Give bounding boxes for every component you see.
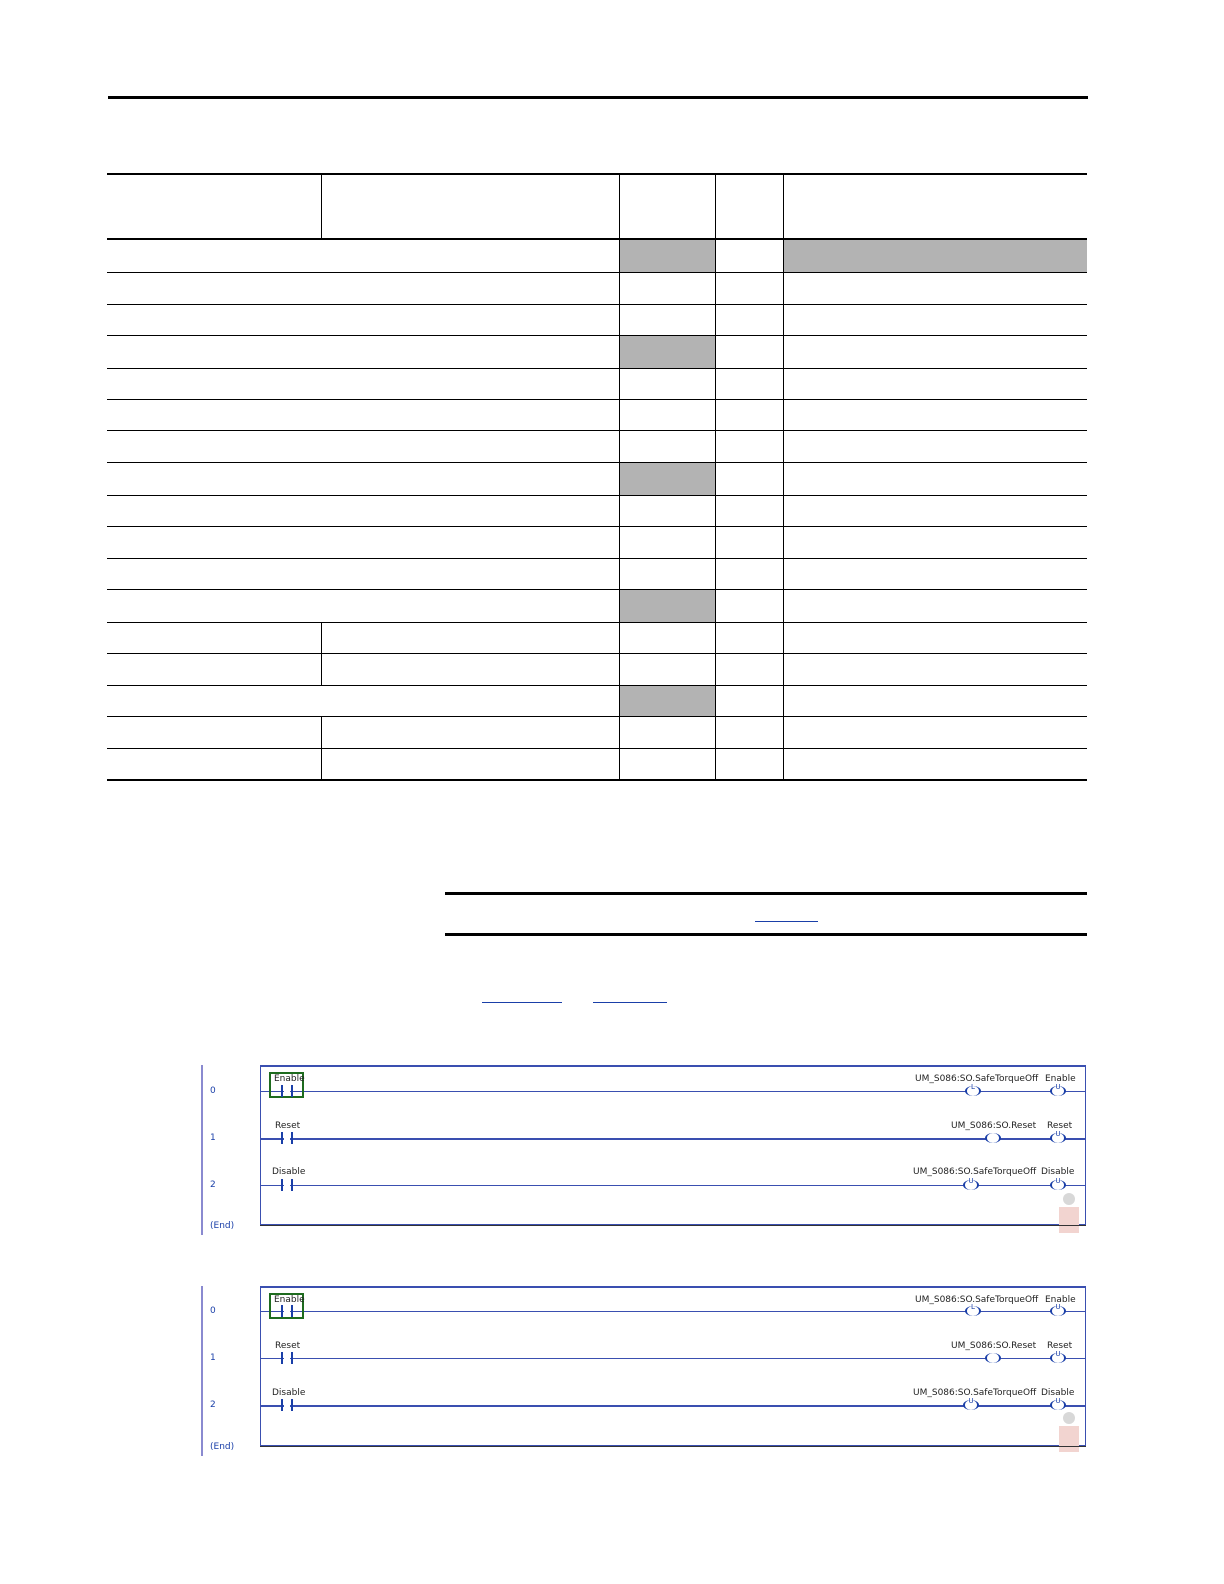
header-divider-1 <box>321 173 322 240</box>
contact-tag: Reset <box>275 1121 301 1131</box>
xic-contact-icon[interactable] <box>278 1305 296 1317</box>
xic-contact-icon[interactable] <box>278 1085 296 1097</box>
latch-coil-icon[interactable]: L <box>965 1306 981 1316</box>
table-row <box>107 496 1087 527</box>
table-row <box>107 527 1087 559</box>
unlatch-coil-icon[interactable]: U <box>1050 1180 1066 1190</box>
table-row <box>107 273 1087 305</box>
table-row <box>107 686 1087 717</box>
output-tag: UM_S086:SO.SafeTorqueOff <box>915 1295 1039 1305</box>
rung-rail <box>261 1358 1086 1359</box>
output-tag: UM_S086:SO.SafeTorqueOff <box>915 1074 1039 1084</box>
unlatch-coil-icon[interactable]: U <box>1050 1306 1066 1316</box>
table-row <box>107 305 1087 336</box>
rung-number: 0 <box>210 1306 216 1316</box>
rung-rail <box>261 1138 1086 1140</box>
contact-tag: Disable <box>272 1167 306 1177</box>
output2-tag: Disable <box>1041 1388 1075 1398</box>
table-row <box>107 749 1087 781</box>
xic-contact-icon[interactable] <box>278 1179 296 1191</box>
contact-tag: Reset <box>275 1341 301 1351</box>
table-row <box>107 463 1087 496</box>
rung-number: 0 <box>210 1086 216 1096</box>
watermark-figure-icon <box>1057 1193 1079 1233</box>
output2-tag: Enable <box>1045 1074 1076 1084</box>
ladder-logic-figure-1 <box>201 1065 1087 1235</box>
output2-tag: Disable <box>1041 1167 1075 1177</box>
table-row <box>107 559 1087 590</box>
top-rule <box>108 96 1088 99</box>
output-tag: UM_S086:SO.Reset <box>951 1341 1037 1351</box>
table-row <box>107 654 1087 686</box>
note-link[interactable] <box>755 921 818 922</box>
output2-tag: Reset <box>1047 1121 1073 1131</box>
unlatch-coil-icon[interactable]: U <box>1050 1353 1066 1363</box>
latch-coil-icon[interactable]: L <box>965 1086 981 1096</box>
unlatch-coil-icon[interactable]: U <box>1050 1400 1066 1410</box>
xic-contact-icon[interactable] <box>278 1399 296 1411</box>
output2-tag: Reset <box>1047 1341 1073 1351</box>
unlatch-coil-icon[interactable]: U <box>963 1180 979 1190</box>
table-row <box>107 717 1087 749</box>
output2-tag: Enable <box>1045 1295 1076 1305</box>
end-label: (End) <box>210 1442 235 1452</box>
table-row <box>107 623 1087 654</box>
ladder-logic-figure-2 <box>201 1286 1087 1456</box>
contact-tag: Enable <box>274 1295 305 1305</box>
xic-contact-icon[interactable] <box>278 1132 296 1144</box>
output-tag: UM_S086:SO.Reset <box>951 1121 1037 1131</box>
figure-link-2[interactable] <box>593 1002 667 1003</box>
table-row <box>107 240 1087 273</box>
unlatch-coil-icon[interactable]: U <box>1050 1086 1066 1096</box>
rung-number: 1 <box>210 1133 216 1143</box>
contact-tag: Disable <box>272 1388 306 1398</box>
figure-link-1[interactable] <box>482 1002 562 1003</box>
rung-rail <box>261 1091 1086 1092</box>
important-note-box <box>445 892 1087 936</box>
unlatch-coil-icon[interactable]: U <box>963 1400 979 1410</box>
table-row <box>107 400 1087 431</box>
output-tag: UM_S086:SO.SafeTorqueOff <box>913 1167 1037 1177</box>
output-tag: UM_S086:SO.SafeTorqueOff <box>913 1388 1037 1398</box>
unlatch-coil-icon[interactable]: U <box>1050 1133 1066 1143</box>
rung-number: 2 <box>210 1180 216 1190</box>
contact-tag: Enable <box>274 1074 305 1084</box>
table-row <box>107 590 1087 623</box>
rung-number: 2 <box>210 1400 216 1410</box>
table-header <box>107 173 1087 240</box>
table-row <box>107 336 1087 369</box>
output-coil-icon[interactable] <box>985 1133 1001 1143</box>
table-row <box>107 369 1087 400</box>
output-coil-icon[interactable] <box>985 1353 1001 1363</box>
xic-contact-icon[interactable] <box>278 1352 296 1364</box>
end-label: (End) <box>210 1221 235 1231</box>
table-row <box>107 431 1087 463</box>
rung-number: 1 <box>210 1353 216 1363</box>
rung-rail <box>261 1311 1086 1312</box>
